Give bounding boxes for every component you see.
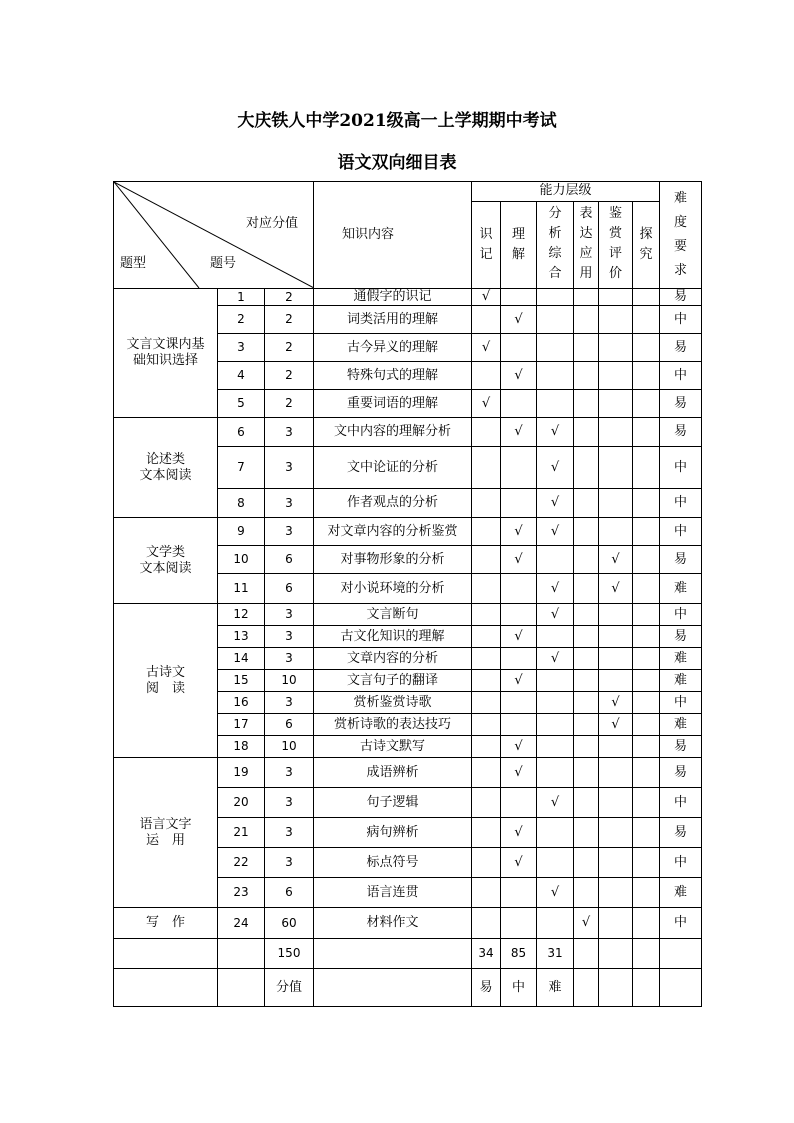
question-number: 14 (218, 648, 265, 670)
difficulty-cell: 难 (660, 574, 702, 604)
check-mark (633, 518, 660, 546)
question-score: 2 (265, 306, 314, 334)
page-title: 大庆铁人中学2021级高一上学期期中考试 (237, 111, 557, 131)
ability-col-header: 表达应用 (574, 202, 599, 289)
knowledge-content: 古诗文默写 (314, 736, 472, 758)
check-mark (472, 306, 501, 334)
question-number: 17 (218, 714, 265, 736)
question-number: 20 (218, 788, 265, 818)
check-mark (501, 878, 537, 908)
total-row (114, 939, 702, 969)
check-mark (633, 878, 660, 908)
question-number: 16 (218, 692, 265, 714)
check-mark (472, 362, 501, 390)
check-mark (599, 878, 633, 908)
check-mark (599, 908, 633, 939)
check-mark (599, 818, 633, 848)
check-mark (472, 848, 501, 878)
exam-spec-table (113, 181, 702, 1007)
group-label-line: 阅 读 (145, 680, 185, 696)
difficulty-cell: 中 (660, 447, 702, 489)
check-mark: √ (537, 447, 574, 489)
ability-col-header: 识记 (472, 202, 501, 289)
check-mark: √ (501, 626, 537, 648)
check-mark: √ (501, 362, 537, 390)
check-mark (501, 908, 537, 939)
question-type-cell (114, 418, 218, 518)
check-mark (472, 670, 501, 692)
check-mark (599, 362, 633, 390)
table-row (114, 518, 702, 546)
check-mark: √ (599, 714, 633, 736)
knowledge-content: 文中内容的理解分析 (314, 418, 472, 447)
question-number: 6 (218, 418, 265, 447)
question-score: 2 (265, 334, 314, 362)
difficulty-level: 易 (472, 969, 501, 1007)
check-mark (472, 648, 501, 670)
question-score: 10 (265, 670, 314, 692)
question-score: 3 (265, 758, 314, 788)
check-mark (633, 670, 660, 692)
question-number: 22 (218, 848, 265, 878)
question-number: 8 (218, 489, 265, 518)
check-mark (633, 334, 660, 362)
question-type-cell (114, 758, 218, 908)
group-label-line: 语言文字 (139, 816, 192, 832)
knowledge-content: 对小说环境的分析 (314, 574, 472, 604)
difficulty-level: 难 (537, 969, 574, 1007)
knowledge-content: 对事物形象的分析 (314, 546, 472, 574)
check-mark (501, 574, 537, 604)
question-number: 21 (218, 818, 265, 848)
check-mark: √ (574, 908, 599, 939)
check-mark (472, 692, 501, 714)
question-score: 6 (265, 714, 314, 736)
difficulty-cell: 易 (660, 289, 702, 306)
check-mark (574, 447, 599, 489)
difficulty-summary-row (114, 969, 702, 1007)
difficulty-cell: 易 (660, 546, 702, 574)
knowledge-content: 句子逻辑 (314, 788, 472, 818)
difficulty-cell: 易 (660, 418, 702, 447)
check-mark (537, 362, 574, 390)
check-mark (633, 818, 660, 848)
question-score: 6 (265, 878, 314, 908)
knowledge-content: 通假字的识记 (314, 289, 472, 306)
check-mark (574, 692, 599, 714)
question-type-cell (114, 289, 218, 418)
question-score: 2 (265, 362, 314, 390)
check-mark (501, 604, 537, 626)
check-mark (472, 518, 501, 546)
question-score: 3 (265, 848, 314, 878)
knowledge-content: 成语辨析 (314, 758, 472, 788)
check-mark (537, 306, 574, 334)
check-mark (633, 758, 660, 788)
check-mark (537, 334, 574, 362)
check-mark (472, 758, 501, 788)
knowledge-content: 赏析诗歌的表达技巧 (314, 714, 472, 736)
difficulty-cell: 易 (660, 736, 702, 758)
check-mark (574, 648, 599, 670)
check-mark: √ (537, 788, 574, 818)
difficulty-cell: 易 (660, 334, 702, 362)
difficulty-cell: 中 (660, 908, 702, 939)
knowledge-content: 古今异义的理解 (314, 334, 472, 362)
check-mark (574, 818, 599, 848)
difficulty-cell: 易 (660, 390, 702, 418)
question-number: 15 (218, 670, 265, 692)
question-number: 4 (218, 362, 265, 390)
group-label-line: 文本阅读 (139, 560, 192, 576)
question-number: 1 (218, 289, 265, 306)
check-mark: √ (501, 736, 537, 758)
check-mark: √ (501, 670, 537, 692)
knowledge-content: 对文章内容的分析鉴赏 (314, 518, 472, 546)
check-mark (472, 574, 501, 604)
group-label-line: 础知识选择 (132, 353, 198, 369)
check-mark (574, 848, 599, 878)
check-mark (537, 626, 574, 648)
check-mark: √ (537, 878, 574, 908)
check-mark (472, 788, 501, 818)
check-mark (633, 692, 660, 714)
knowledge-content: 作者观点的分析 (314, 489, 472, 518)
knowledge-content: 材料作文 (314, 908, 472, 939)
difficulty-cell: 中 (660, 848, 702, 878)
check-mark (599, 736, 633, 758)
check-mark: √ (472, 334, 501, 362)
question-score: 10 (265, 736, 314, 758)
check-mark (633, 447, 660, 489)
knowledge-content: 语言连贯 (314, 878, 472, 908)
check-mark: √ (599, 574, 633, 604)
check-mark (633, 736, 660, 758)
check-mark: √ (599, 546, 633, 574)
check-mark (633, 908, 660, 939)
knowledge-content: 病句辨析 (314, 818, 472, 848)
question-score: 3 (265, 648, 314, 670)
check-mark (633, 546, 660, 574)
question-type-cell (114, 518, 218, 604)
check-mark (633, 848, 660, 878)
check-mark (633, 604, 660, 626)
check-mark (501, 714, 537, 736)
check-mark: √ (537, 604, 574, 626)
check-mark (537, 289, 574, 306)
question-score: 6 (265, 546, 314, 574)
ability-col-header: 分析综合 (537, 202, 574, 289)
check-mark (599, 788, 633, 818)
group-label-line: 写 作 (145, 915, 185, 931)
question-score: 3 (265, 489, 314, 518)
check-mark (574, 306, 599, 334)
check-mark: √ (472, 390, 501, 418)
check-mark (633, 626, 660, 648)
check-mark (574, 736, 599, 758)
difficulty-cell: 易 (660, 626, 702, 648)
question-score: 6 (265, 574, 314, 604)
check-mark: √ (501, 818, 537, 848)
check-mark (633, 418, 660, 447)
check-mark (472, 818, 501, 848)
score-corner-label: 对应分值 (246, 216, 299, 231)
question-number: 24 (218, 908, 265, 939)
difficulty-cell: 易 (660, 758, 702, 788)
score-label: 分值 (265, 969, 314, 1007)
knowledge-content: 文中论证的分析 (314, 447, 472, 489)
difficulty-header: 难度要求 (660, 182, 702, 289)
check-mark (633, 362, 660, 390)
check-mark (537, 546, 574, 574)
check-mark (574, 878, 599, 908)
ability-col-header: 鉴赏评价 (599, 202, 633, 289)
question-number: 18 (218, 736, 265, 758)
check-mark: √ (599, 692, 633, 714)
diagonal-header-cell (114, 182, 314, 289)
check-mark (574, 604, 599, 626)
difficulty-cell: 中 (660, 518, 702, 546)
check-mark: √ (501, 546, 537, 574)
check-mark (501, 648, 537, 670)
question-number: 23 (218, 878, 265, 908)
check-mark (574, 518, 599, 546)
check-mark (574, 418, 599, 447)
difficulty-cell: 难 (660, 648, 702, 670)
difficulty-cell: 中 (660, 489, 702, 518)
check-mark (574, 489, 599, 518)
question-score: 3 (265, 692, 314, 714)
check-mark (501, 390, 537, 418)
check-mark: √ (537, 574, 574, 604)
check-mark (472, 878, 501, 908)
check-mark (501, 289, 537, 306)
difficulty-cell: 中 (660, 362, 702, 390)
difficulty-cell: 中 (660, 604, 702, 626)
check-mark (599, 289, 633, 306)
ability-total: 85 (501, 939, 537, 969)
check-mark (501, 447, 537, 489)
check-mark (633, 489, 660, 518)
check-mark (537, 818, 574, 848)
question-score: 3 (265, 418, 314, 447)
table-row (114, 908, 702, 939)
knowledge-content: 标点符号 (314, 848, 472, 878)
check-mark (599, 648, 633, 670)
question-number: 12 (218, 604, 265, 626)
type-corner-label: 题型 (120, 256, 147, 271)
question-score: 3 (265, 447, 314, 489)
check-mark (574, 788, 599, 818)
check-mark (501, 788, 537, 818)
check-mark (537, 714, 574, 736)
group-label-line: 运 用 (145, 832, 185, 848)
table-row (114, 758, 702, 788)
question-number: 7 (218, 447, 265, 489)
check-mark (633, 648, 660, 670)
check-mark (574, 334, 599, 362)
difficulty-cell: 难 (660, 878, 702, 908)
group-label-line: 文言文课内基 (126, 336, 205, 352)
check-mark (599, 604, 633, 626)
group-label-line: 文本阅读 (139, 467, 192, 483)
question-score: 60 (265, 908, 314, 939)
check-mark (633, 574, 660, 604)
group-label-line: 文学类 (145, 544, 185, 560)
check-mark (472, 736, 501, 758)
check-mark (472, 418, 501, 447)
check-mark: √ (537, 648, 574, 670)
difficulty-cell: 中 (660, 788, 702, 818)
ability-col-header: 探究 (633, 202, 660, 289)
group-label-line: 论述类 (145, 451, 185, 467)
check-mark (472, 908, 501, 939)
table-row (114, 418, 702, 447)
ability-total: 31 (537, 939, 574, 969)
check-mark: √ (537, 418, 574, 447)
table-row (114, 289, 702, 306)
knowledge-content: 特殊句式的理解 (314, 362, 472, 390)
knowledge-content: 重要词语的理解 (314, 390, 472, 418)
difficulty-cell: 易 (660, 818, 702, 848)
knowledge-content: 文章内容的分析 (314, 648, 472, 670)
check-mark (537, 670, 574, 692)
check-mark (537, 390, 574, 418)
knowledge-content: 古文化知识的理解 (314, 626, 472, 648)
check-mark (633, 714, 660, 736)
check-mark (537, 848, 574, 878)
check-mark (599, 518, 633, 546)
check-mark (574, 362, 599, 390)
check-mark (574, 390, 599, 418)
check-mark (599, 758, 633, 788)
total-score: 150 (265, 939, 314, 969)
knowledge-content: 赏析鉴赏诗歌 (314, 692, 472, 714)
check-mark (472, 604, 501, 626)
question-score: 3 (265, 518, 314, 546)
check-mark: √ (537, 489, 574, 518)
knowledge-content: 文言句子的翻译 (314, 670, 472, 692)
check-mark (574, 626, 599, 648)
check-mark (537, 736, 574, 758)
difficulty-cell: 中 (660, 692, 702, 714)
question-score: 2 (265, 289, 314, 306)
check-mark (599, 848, 633, 878)
check-mark (633, 390, 660, 418)
ability-header: 能力层级 (472, 182, 660, 202)
question-number: 3 (218, 334, 265, 362)
question-number: 13 (218, 626, 265, 648)
check-mark (574, 714, 599, 736)
question-number: 19 (218, 758, 265, 788)
knowledge-header: 知识内容 (314, 182, 472, 289)
check-mark (574, 546, 599, 574)
check-mark (633, 289, 660, 306)
difficulty-cell: 难 (660, 714, 702, 736)
check-mark (599, 489, 633, 518)
question-score: 3 (265, 626, 314, 648)
question-number: 11 (218, 574, 265, 604)
check-mark: √ (501, 758, 537, 788)
check-mark (574, 758, 599, 788)
check-mark (472, 489, 501, 518)
ability-col-header: 理解 (501, 202, 537, 289)
check-mark (501, 334, 537, 362)
question-type-cell (114, 604, 218, 758)
question-score: 3 (265, 818, 314, 848)
check-mark (537, 908, 574, 939)
check-mark (599, 418, 633, 447)
check-mark (599, 390, 633, 418)
num-corner-label: 题号 (210, 256, 237, 271)
question-score: 3 (265, 604, 314, 626)
check-mark (599, 447, 633, 489)
question-number: 10 (218, 546, 265, 574)
check-mark (472, 447, 501, 489)
question-type-cell (114, 908, 218, 939)
ability-total: 34 (472, 939, 501, 969)
check-mark (537, 758, 574, 788)
check-mark (501, 489, 537, 518)
check-mark (633, 306, 660, 334)
check-mark (574, 574, 599, 604)
check-mark: √ (501, 306, 537, 334)
check-mark: √ (501, 518, 537, 546)
check-mark (472, 546, 501, 574)
knowledge-content: 词类活用的理解 (314, 306, 472, 334)
check-mark: √ (501, 418, 537, 447)
check-mark (472, 626, 501, 648)
check-mark (537, 692, 574, 714)
question-number: 9 (218, 518, 265, 546)
question-score: 3 (265, 788, 314, 818)
check-mark: √ (501, 848, 537, 878)
table-row (114, 604, 702, 626)
check-mark (472, 714, 501, 736)
check-mark (574, 670, 599, 692)
check-mark (599, 334, 633, 362)
check-mark (599, 306, 633, 334)
difficulty-cell: 中 (660, 306, 702, 334)
check-mark (501, 692, 537, 714)
knowledge-content: 文言断句 (314, 604, 472, 626)
difficulty-level: 中 (501, 969, 537, 1007)
check-mark: √ (537, 518, 574, 546)
page-subtitle: 语文双向细目表 (337, 153, 457, 173)
question-number: 2 (218, 306, 265, 334)
check-mark (599, 670, 633, 692)
difficulty-cell: 难 (660, 670, 702, 692)
check-mark (633, 788, 660, 818)
check-mark (599, 626, 633, 648)
question-score: 2 (265, 390, 314, 418)
check-mark (574, 289, 599, 306)
group-label-line: 古诗文 (145, 664, 185, 680)
check-mark: √ (472, 289, 501, 306)
question-number: 5 (218, 390, 265, 418)
